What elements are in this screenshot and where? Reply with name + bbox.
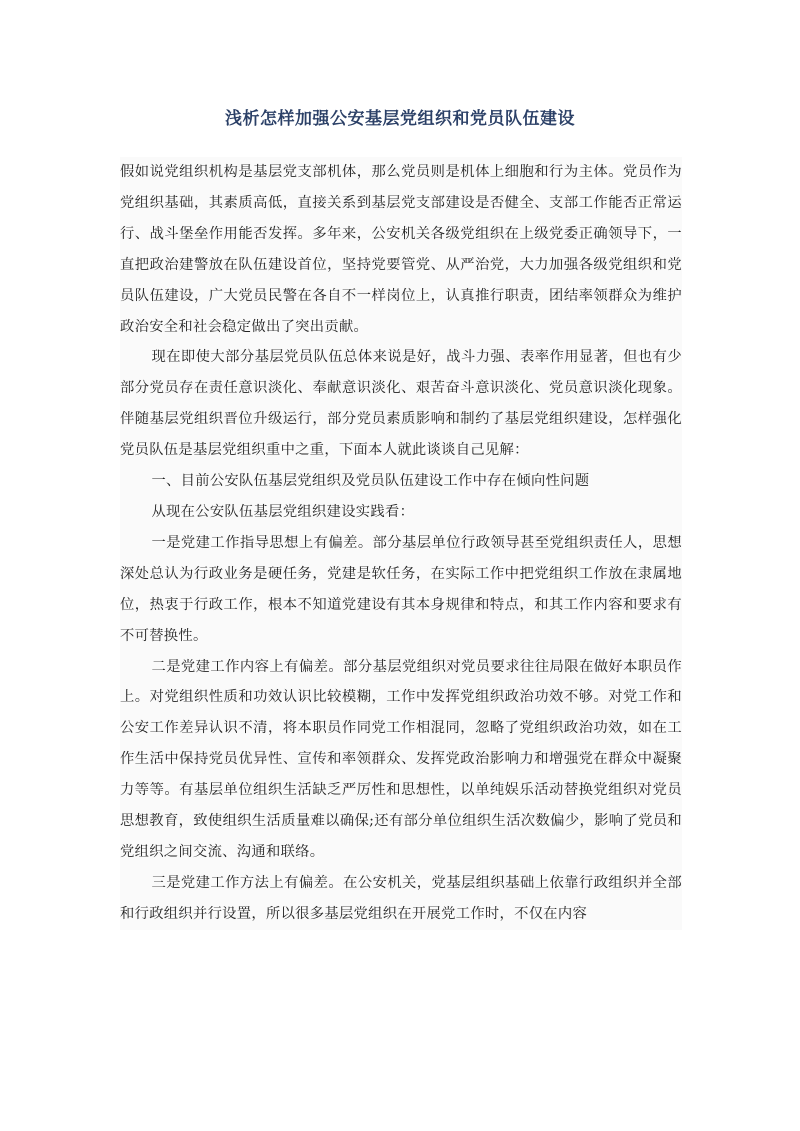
document-body	[120, 157, 682, 930]
paragraph: 从现在公安队伍基层党组织建设实践看：	[120, 497, 682, 528]
document-title: 浅析怎样加强公安基层党组织和党员队伍建设	[225, 109, 575, 129]
section-heading: 一、目前公安队伍基层党组织及党员队伍建设工作中存在倾向性问题	[120, 466, 682, 497]
paragraph: 三是党建工作方法上有偏差。在公安机关，党基层组织基础上依靠行政组织并全部和行政组织并行设置，所以很多基层党组织在开展党工作时，不仅在内容	[120, 868, 682, 930]
paragraph: 一是党建工作指导思想上有偏差。部分基层单位行政领导甚至党组织责任人，思想深处总认为行政业务是硬任务，党建是软任务，在实际工作中把党组织工作放在隶属地位，热衷于行政工作，根本不知道党建设有其本身规律和特点，和其工作内容和要求有不可替换性。	[120, 528, 682, 652]
paragraph: 现在即使大部分基层党员队伍总体来说是好，战斗力强、表率作用显著，但也有少部分党员存在责任意识淡化、奉献意识淡化、艰苦奋斗意识淡化、党员意识淡化现象。伴随基层党组织晋位升级运行，部分党员素质影响和制约了基层党组织建设，怎样强化党员队伍是基层党组织重中之重，下面本人就此谈谈自己见解：	[120, 342, 682, 466]
paragraph: 二是党建工作内容上有偏差。部分基层党组织对党员要求往往局限在做好本职员作上。对党组织性质和功效认识比较模糊，工作中发挥党组织政治功效不够。对党工作和公安工作差异认识不清，将本职员作同党工作相混同，忽略了党组织政治功效，如在工作生活中保持党员优异性、宣传和率领群众、发挥党政治影响力和增强党在群众中凝聚力等等。有基层单位组织生活缺乏严厉性和思想性，以单纯娱乐活动替换党组织对党员思想教育，致使组织生活质量难以确保;还有部分单位组织生活次数偏少，影响了党员和党组织之间交流、沟通和联络。	[120, 652, 682, 868]
paragraph: 假如说党组织机构是基层党支部机体，那么党员则是机体上细胞和行为主体。党员作为党组织基础，其素质高低，直接关系到基层党支部建设是否健全、支部工作能否正常运行、战斗堡垒作用能否发挥。多年来，公安机关各级党组织在上级党委正确领导下，一直把政治建警放在队伍建设首位，坚持党要管党、从严治党，大力加强各级党组织和党员队伍建设，广大党员民警在各自不一样岗位上，认真推行职责，团结率领群众为维护政治安全和社会稳定做出了突出贡献。	[120, 157, 682, 342]
